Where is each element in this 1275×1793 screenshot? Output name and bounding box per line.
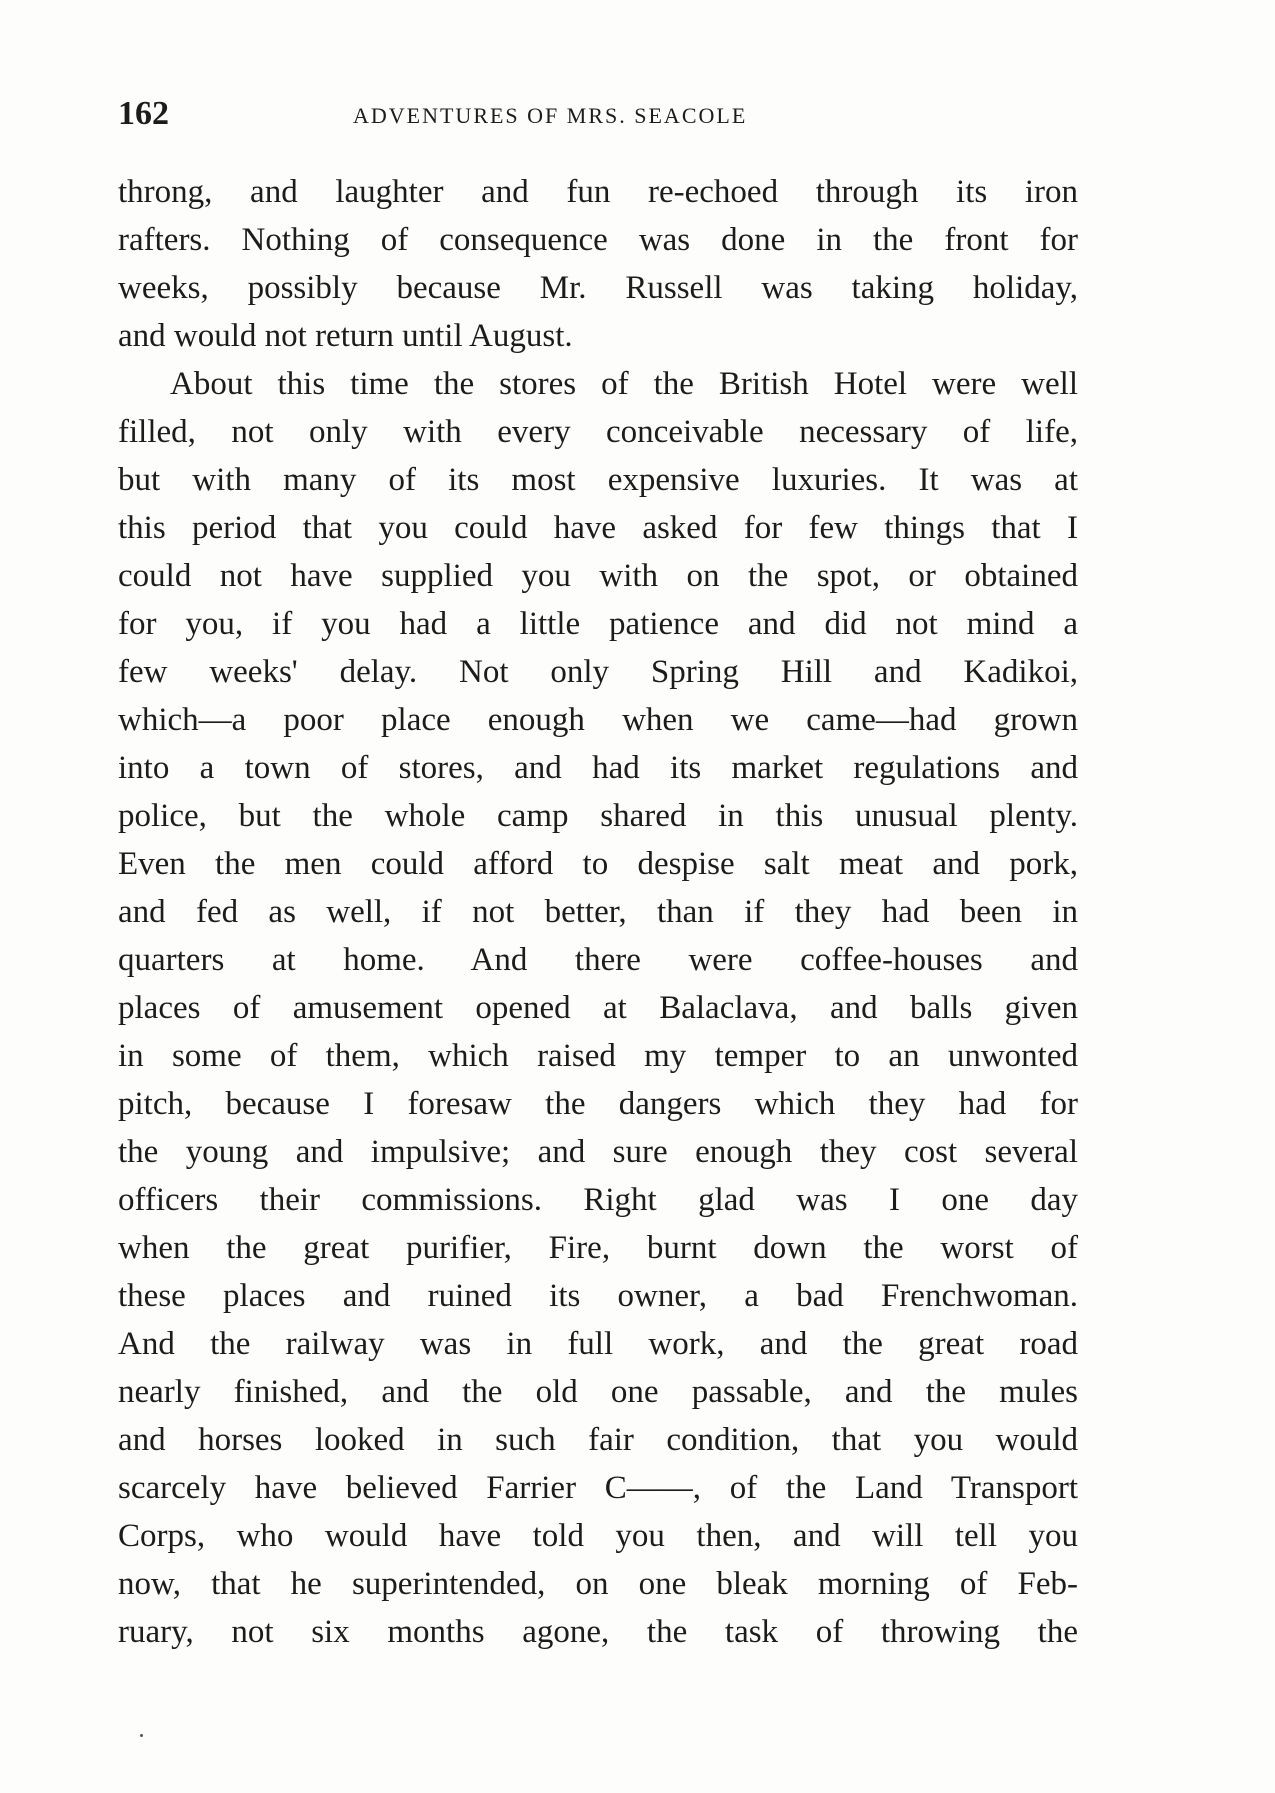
text-line: and would not return until August. — [118, 318, 573, 354]
text-line: ruary, not six months agone, the task of throwing the — [118, 1614, 1078, 1650]
text-line: these places and ruined its owner, a bad Frenchwoman. — [118, 1278, 1078, 1314]
text-line: but with many of its most expensive luxuries. It was at — [118, 462, 1078, 498]
text-line: quarters at home. And there were coffee-houses and — [118, 942, 1078, 978]
body-text — [118, 168, 1078, 1656]
text-line: nearly finished, and the old one passable, and the mules — [118, 1374, 1078, 1410]
text-line: officers their commissions. Right glad was I one day — [118, 1182, 1078, 1218]
text-line: scarcely have believed Farrier C——, of the Land Transport — [118, 1470, 1078, 1506]
text-line: and fed as well, if not better, than if they had been in — [118, 894, 1078, 930]
print-speck — [140, 1734, 143, 1737]
text-line: and horses looked in such fair condition, that you would — [118, 1422, 1078, 1458]
text-line: pitch, because I foresaw the dangers which they had for — [118, 1086, 1078, 1122]
text-line: Corps, who would have told you then, and will tell you — [118, 1518, 1078, 1554]
running-head: ADVENTURES OF MRS. SEACOLE — [353, 103, 748, 128]
paragraph — [118, 360, 1078, 1656]
text-line: About this time the stores of the British Hotel were well — [170, 366, 1078, 402]
text-line: into a town of stores, and had its market regulations and — [118, 750, 1078, 786]
text-line: few weeks' delay. Not only Spring Hill and Kadikoi, — [118, 654, 1078, 690]
text-line: for you, if you had a little patience and did not mind a — [118, 606, 1078, 642]
text-line: And the railway was in full work, and the great road — [118, 1326, 1078, 1362]
text-line: filled, not only with every conceivable necessary of life, — [118, 414, 1078, 450]
text-line: now, that he superintended, on one bleak morning of Feb- — [118, 1566, 1078, 1602]
text-line: the young and impulsive; and sure enough they cost several — [118, 1134, 1078, 1170]
text-line: places of amusement opened at Balaclava, and balls given — [118, 990, 1078, 1026]
page-header — [118, 94, 1088, 134]
page-number: 162 — [118, 95, 169, 132]
text-line: when the great purifier, Fire, burnt down the worst of — [118, 1230, 1078, 1266]
text-line: which—a poor place enough when we came—had grown — [118, 702, 1078, 738]
text-line: Even the men could afford to despise salt meat and pork, — [118, 846, 1078, 882]
text-line: rafters. Nothing of consequence was done in the front for — [118, 222, 1078, 258]
paragraph — [118, 168, 1078, 360]
text-line: this period that you could have asked for few things that I — [118, 510, 1078, 546]
text-line: could not have supplied you with on the spot, or obtained — [118, 558, 1078, 594]
text-line: police, but the whole camp shared in this unusual plenty. — [118, 798, 1078, 834]
text-line: throng, and laughter and fun re-echoed through its iron — [118, 174, 1078, 210]
text-line: weeks, possibly because Mr. Russell was taking holiday, — [118, 270, 1078, 306]
text-line: in some of them, which raised my temper to an unwonted — [118, 1038, 1078, 1074]
